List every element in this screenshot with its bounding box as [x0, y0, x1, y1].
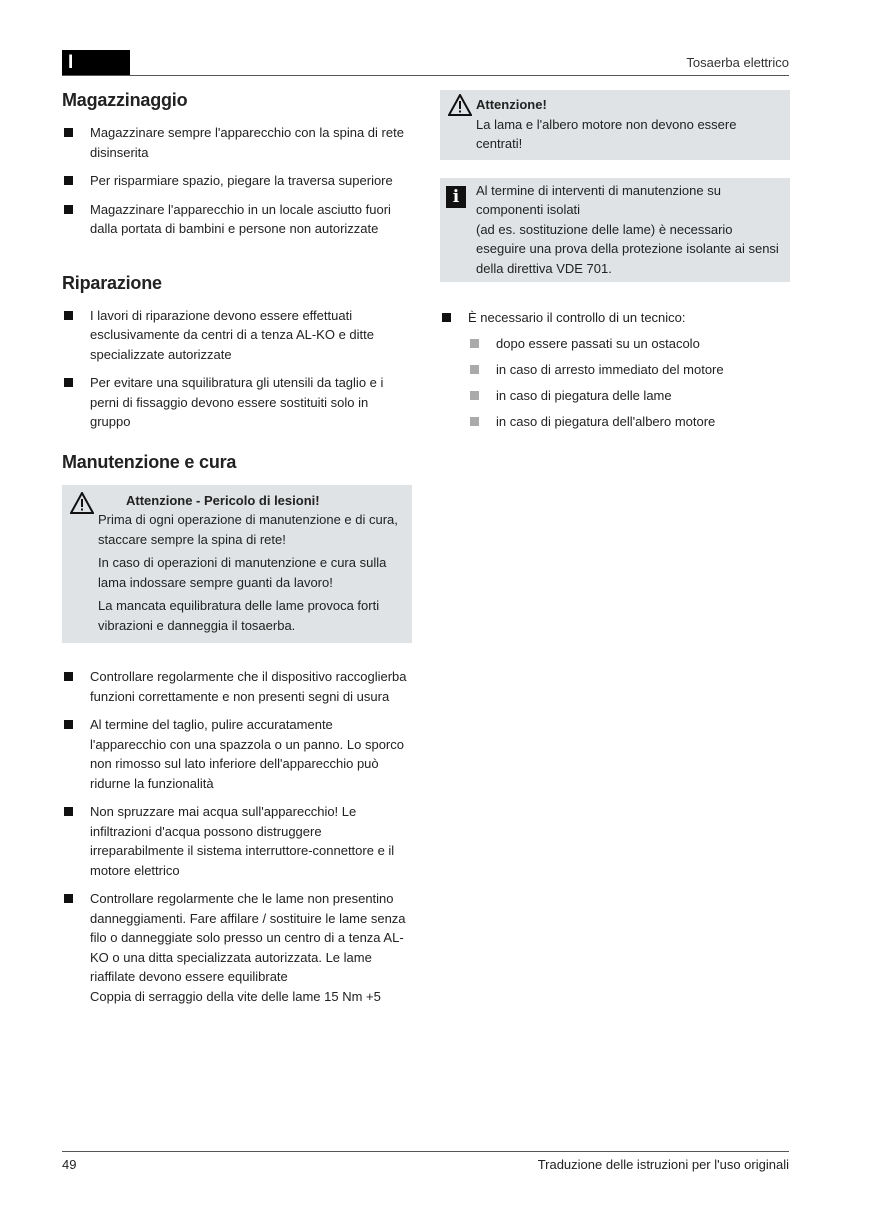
page-number: 49: [62, 1157, 77, 1172]
sub-list-item: [468, 412, 790, 431]
warning-paragraph: Prima di ogni operazione di manutenzione e di cura, staccare sempre la spina di rete!: [98, 512, 398, 547]
sub-bullet-icon: [470, 339, 479, 348]
list-item-text: Per evitare una squilibratura gli utensili da taglio e i perni di fissaggio devono essere sostituiti solo in gruppo: [90, 375, 384, 429]
sub-bullet-icon: [470, 391, 479, 400]
header-rule: [62, 75, 789, 76]
list-item: [62, 715, 412, 793]
info-box: [440, 178, 790, 283]
bullet-icon: [64, 205, 73, 214]
injury-warning-box: [62, 485, 412, 644]
sub-list-item-text: dopo essere passati su un ostacolo: [496, 335, 700, 351]
sub-bullet-icon: [470, 417, 479, 426]
bullet-icon: [64, 894, 73, 903]
maintenance-list: [62, 667, 412, 1006]
info-icon: i: [446, 186, 466, 208]
bullet-icon: [64, 378, 73, 387]
left-column: [62, 90, 412, 1015]
list-item: [62, 171, 412, 191]
list-item: [440, 308, 790, 431]
list-item-text: Al termine del taglio, pulire accuratamente l'apparecchio con una spazzola o un panno. Lo sporco non rimosso sul lato inferiore dell'apparecchio può ridurne la funzionalità: [90, 717, 404, 791]
warning-paragraph: La mancata equilibratura delle lame provoca forti vibrazioni e danneggia il tosaerba.: [98, 598, 380, 633]
injury-warning-title: Attenzione - Pericolo di lesioni!: [126, 492, 320, 508]
info-text: (ad es. sostituzione delle lame) è necessario eseguire una prova della protezione isolante ai sensi della direttiva VDE 701.: [476, 221, 779, 276]
bullet-icon: [64, 311, 73, 320]
list-item-text: Per risparmiare spazio, piegare la traversa superiore: [90, 173, 393, 188]
repair-list: [62, 306, 412, 432]
bullet-icon: [64, 672, 73, 681]
sub-bullet-icon: [470, 365, 479, 374]
list-item-text: È necessario il controllo di un tecnico:: [468, 310, 686, 325]
technician-check-list: [440, 308, 790, 431]
list-item-text: Non spruzzare mai acqua sull'apparecchio! Le infiltrazioni d'acqua possono distruggere irreparabilmente il sistema interruttore-connettore e il motore elettrico: [90, 804, 395, 878]
repair-heading: Riparazione: [62, 272, 162, 293]
bullet-icon: [64, 176, 73, 185]
header-title: Tosaerba elettrico: [686, 55, 789, 70]
bullet-icon: [64, 720, 73, 729]
sub-list: [468, 334, 790, 431]
sub-list-item-text: in caso di piegatura delle lame: [496, 387, 672, 403]
sub-list-item-text: in caso di piegatura dell'albero motore: [496, 413, 716, 429]
maintenance-heading: Manutenzione e cura: [62, 451, 237, 472]
blade-warning-box: [440, 90, 790, 160]
list-item: [62, 373, 412, 432]
info-text: Al termine di interventi di manutenzione su componenti isolati: [476, 182, 721, 217]
list-item-text: Magazzinare l'apparecchio in un locale asciutto fuori dalla portata di bambini e persone non autorizzate: [90, 201, 391, 236]
footer-text: Traduzione delle istruzioni per l'uso originali: [537, 1157, 789, 1172]
storage-heading: Magazzinaggio: [62, 90, 188, 110]
list-item: [62, 667, 412, 706]
warning-triangle-icon: [448, 94, 472, 116]
list-item: [62, 889, 412, 1006]
warning-paragraph: In caso di operazioni di manutenzione e cura sulla lama indossare sempre guanti da lavoro!: [98, 555, 387, 590]
footer-rule: [62, 1151, 789, 1152]
list-item-text: Controllare regolarmente che le lame non presentino danneggiamenti. Fare affilare / sostituire le lame senza filo o danneggiate solo presso un centro di a tenza AL-KO o una ditta specializzata autorizzata. Le lame riaffilate devono essere equilibrate: [90, 891, 406, 984]
list-item: [62, 123, 412, 162]
bullet-icon: [64, 128, 73, 137]
sub-list-item: [468, 360, 790, 379]
torque-spec: Coppia di serraggio della vite delle lame 15 Nm +5: [90, 988, 381, 1004]
list-item-text: Magazzinare sempre l'apparecchio con la spina di rete disinserita: [90, 125, 404, 160]
list-item: [62, 306, 412, 365]
blade-warning-text: La lama e l'albero motore non devono essere centrati!: [476, 116, 737, 151]
sub-list-item: [468, 386, 790, 405]
sub-list-item-text: in caso di arresto immediato del motore: [496, 361, 724, 377]
list-item-text: I lavori di riparazione devono essere effettuati esclusivamente da centri di a tenza AL-KO e ditte specializzate autorizzate: [90, 307, 374, 362]
list-item: [62, 200, 412, 239]
right-column: [440, 90, 790, 440]
language-tab: I: [62, 50, 130, 75]
warning-triangle-icon: [70, 492, 94, 514]
list-item: [62, 802, 412, 880]
storage-list: [62, 123, 412, 239]
list-item-text: Controllare regolarmente che il dispositivo raccoglierba funzioni correttamente e non presenti segni di usura: [90, 669, 407, 704]
bullet-icon: [442, 313, 451, 322]
sub-list-item: [468, 334, 790, 353]
bullet-icon: [64, 807, 73, 816]
blade-warning-title: Attenzione!: [476, 97, 547, 112]
